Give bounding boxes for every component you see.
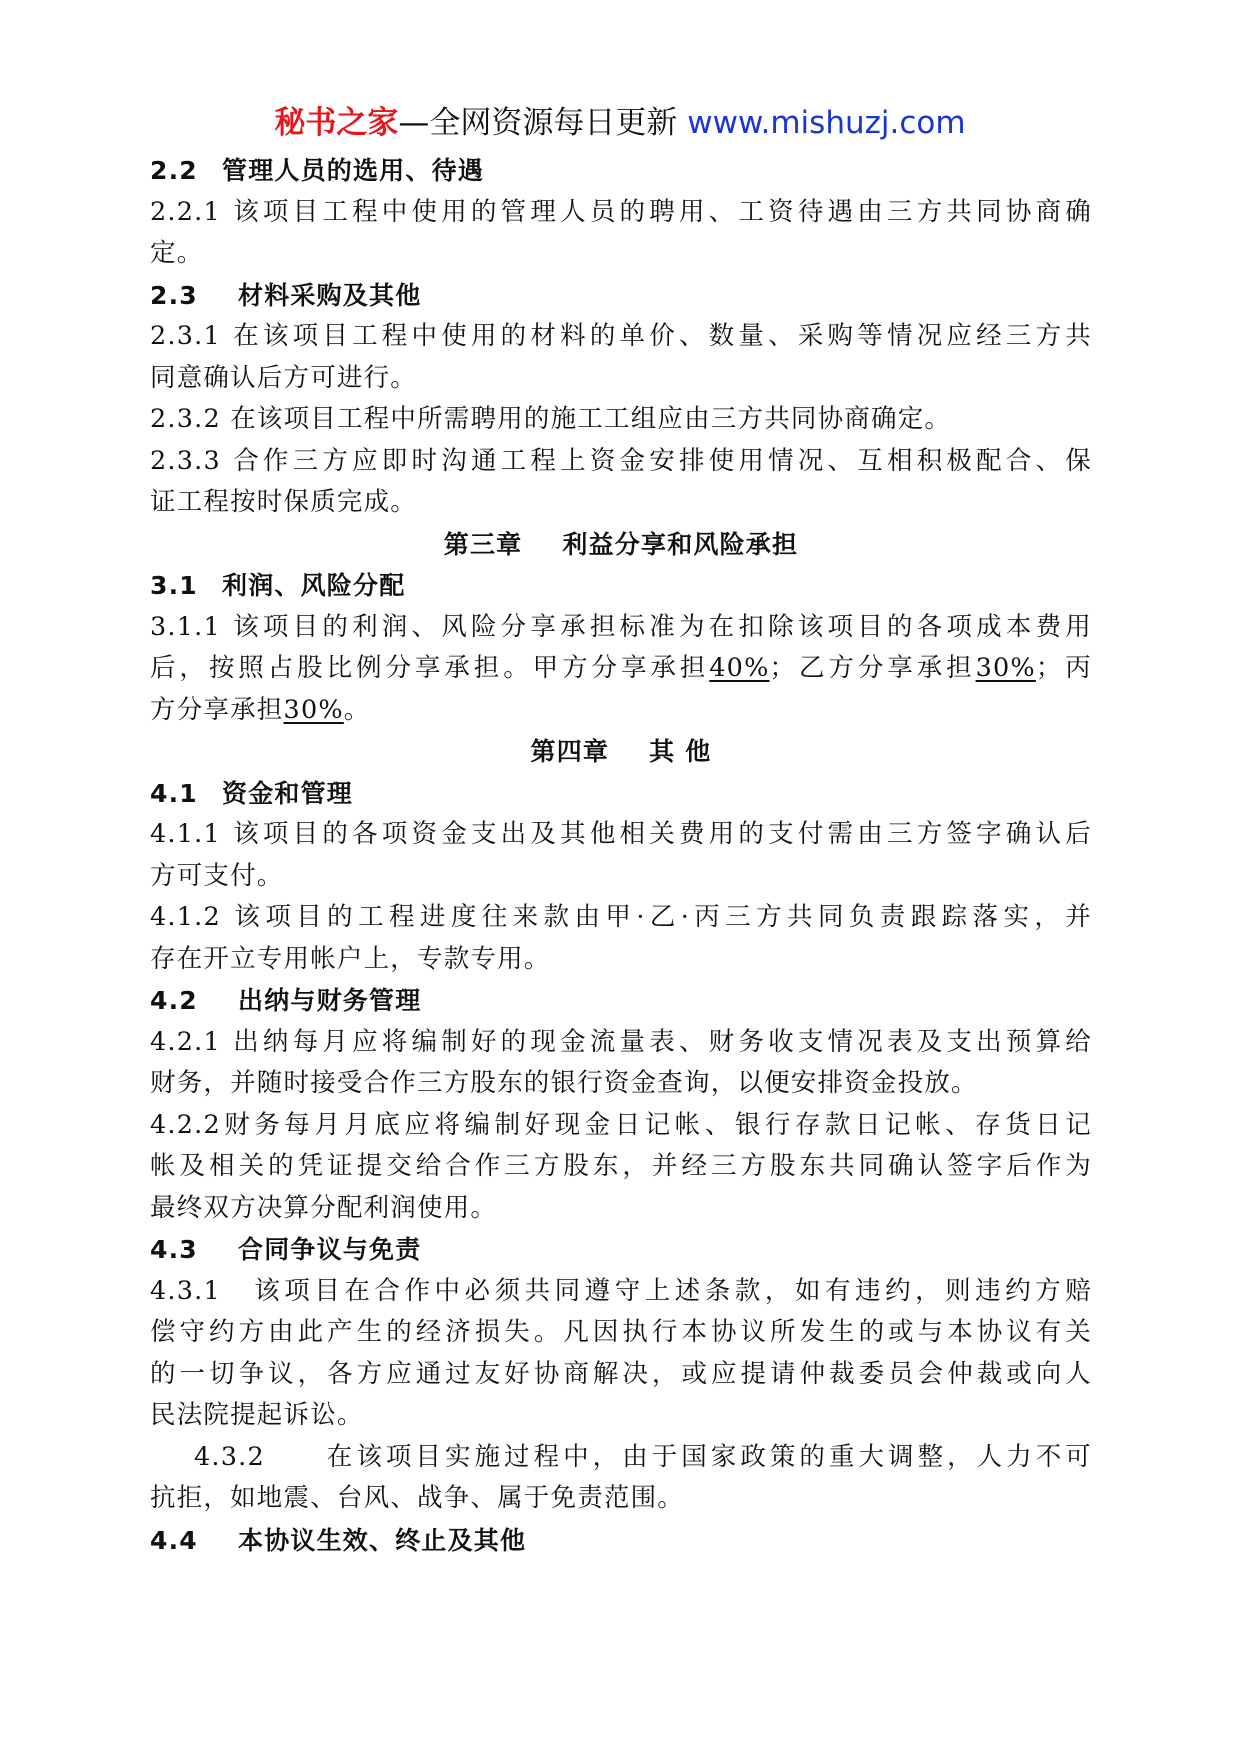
section-title: 资金和管理 (222, 778, 354, 808)
text-run: 后，按照占股比例分享承担。甲方分享承担 (150, 653, 710, 683)
paragraph-4-3-1-line-2: 偿守约方由此产生的经济损失。凡因执行本协议所发生的或与本协议有关 (150, 1317, 1092, 1347)
paragraph-3-1-1-line-3 (150, 690, 1092, 732)
paragraph-4-2-2-line-3: 最终双方决算分配利润使用。 (150, 1192, 498, 1223)
paragraph-4-3-1-line-3: 的一切争议，各方应通过友好协商解决，或应提请仲裁委员会仲裁或向人 (150, 1358, 1092, 1389)
text-run: 方分享承担 (150, 694, 284, 725)
section-title: 出纳与财务管理 (238, 986, 422, 1015)
paragraph-4-2-2-line-2: 帐及相关的凭证提交给合作三方股东，并经三方股东共同确认签字后作为 (150, 1151, 1092, 1181)
chapter-title: 其 他 (649, 737, 712, 766)
section-heading-4-4 (150, 1520, 1092, 1562)
text-run: ；乙方分享承担 (769, 653, 976, 683)
paragraph-2-2-1-line-1: 2.2.1 该项目工程中使用的管理人员的聘用、工资待遇由三方共同协商确 (150, 196, 1092, 227)
section-number: 4.2 (150, 986, 198, 1015)
share-percent-party-c: 30% (283, 694, 344, 725)
text-run: 。 (343, 694, 371, 725)
header-url-link[interactable]: www.mishuzj.com (687, 105, 966, 141)
paragraph-2-3-3-line-2: 证工程按时保质完成。 (150, 487, 418, 517)
section-title: 利润、风险分配 (222, 571, 406, 600)
paragraph-2-3-2-line-1: 2.3.2 在该项目工程中所需聘用的施工工组应由三方共同协商确定。 (150, 404, 952, 434)
chapter-heading-4 (150, 731, 1092, 773)
header-tagline: —全网资源每日更新 (398, 105, 678, 141)
paragraph-4-3-2-line-2: 抗拒，如地震、台风、战争、属于免责范围。 (150, 1483, 685, 1513)
paragraph-4-1-1-line-2: 方可支付。 (150, 860, 284, 891)
paragraph-4-1-1-line-1: 4.1.1 该项目的各项资金支出及其他相关费用的支付需由三方签字确认后 (150, 819, 1092, 849)
paragraph-4-2-1-line-2: 财务，并随时接受合作三方股东的银行资金查询，以便安排资金投放。 (150, 1068, 978, 1098)
share-percent-party-a: 40% (709, 653, 770, 683)
paragraph-4-1-2-line-1: 4.1.2 该项目的工程进度往来款由甲·乙·丙三方共同负责跟踪落实，并 (150, 902, 1092, 932)
paragraph-3-1-1-line-2 (150, 648, 1092, 690)
chapter-heading-3 (150, 524, 1092, 566)
header-brand: 秘书之家 (274, 105, 399, 141)
paragraph-4-3-1-line-1: 4.3.1 该项目在合作中必须共同遵守上述条款，如有违约，则违约方赔 (150, 1275, 1092, 1306)
paragraph-4-2-1-line-1: 4.2.1 出纳每月应将编制好的现金流量表、财务收支情况表及支出预算给 (150, 1026, 1092, 1057)
section-number: 4.3 (150, 1235, 198, 1264)
share-percent-party-b: 30% (975, 653, 1036, 683)
paragraph-4-3-1-line-4: 民法院提起诉讼。 (150, 1400, 364, 1430)
section-title: 合同争议与免责 (238, 1235, 422, 1264)
section-number: 3.1 (150, 571, 198, 600)
chapter-title: 利益分享和风险承担 (562, 529, 799, 559)
chapter-number: 第四章 (530, 737, 610, 766)
paragraph-4-2-2-line-1: 4.2.2财务每月月底应将编制好现金日记帐、银行存款日记帐、存货日记 (150, 1109, 1092, 1140)
paragraph-2-3-1-line-2: 同意确认后方可进行。 (150, 362, 418, 393)
section-heading-2-3 (150, 275, 1092, 317)
section-number: 2.3 (150, 280, 198, 310)
section-heading-2-2 (150, 150, 1092, 192)
section-title: 管理人员的选用、待遇 (222, 156, 485, 185)
paragraph-2-2-1-line-2: 定。 (150, 238, 204, 268)
paragraph-4-1-2-line-2: 存在开立专用帐户上，专款专用。 (150, 943, 551, 974)
section-heading-4-3 (150, 1229, 1092, 1271)
section-number: 4.1 (150, 778, 198, 808)
section-title: 材料采购及其他 (238, 280, 422, 310)
section-number: 4.4 (150, 1525, 198, 1555)
section-heading-4-1 (150, 773, 1092, 815)
text-run: ；丙 (1035, 653, 1092, 683)
section-heading-4-2 (150, 980, 1092, 1022)
paragraph-3-1-1-line-1: 3.1.1 该项目的利润、风险分享承担标准为在扣除该项目的各项成本费用 (150, 611, 1092, 642)
document-body (150, 150, 1092, 1561)
section-title: 本协议生效、终止及其他 (238, 1525, 527, 1555)
site-watermark-header (0, 100, 1240, 146)
paragraph-2-3-1-line-1: 2.3.1 在该项目工程中使用的材料的单价、数量、采购等情况应经三方共 (150, 321, 1092, 351)
section-heading-3-1 (150, 565, 1092, 607)
paragraph-2-3-3-line-1: 2.3.3 合作三方应即时沟通工程上资金安排使用情况、互相积极配合、保 (150, 445, 1092, 476)
section-number: 2.2 (150, 156, 198, 185)
paragraph-4-3-2-line-1: 4.3.2 在该项目实施过程中，由于国家政策的重大调整，人力不可 (194, 1441, 1092, 1472)
chapter-number: 第三章 (443, 529, 523, 559)
